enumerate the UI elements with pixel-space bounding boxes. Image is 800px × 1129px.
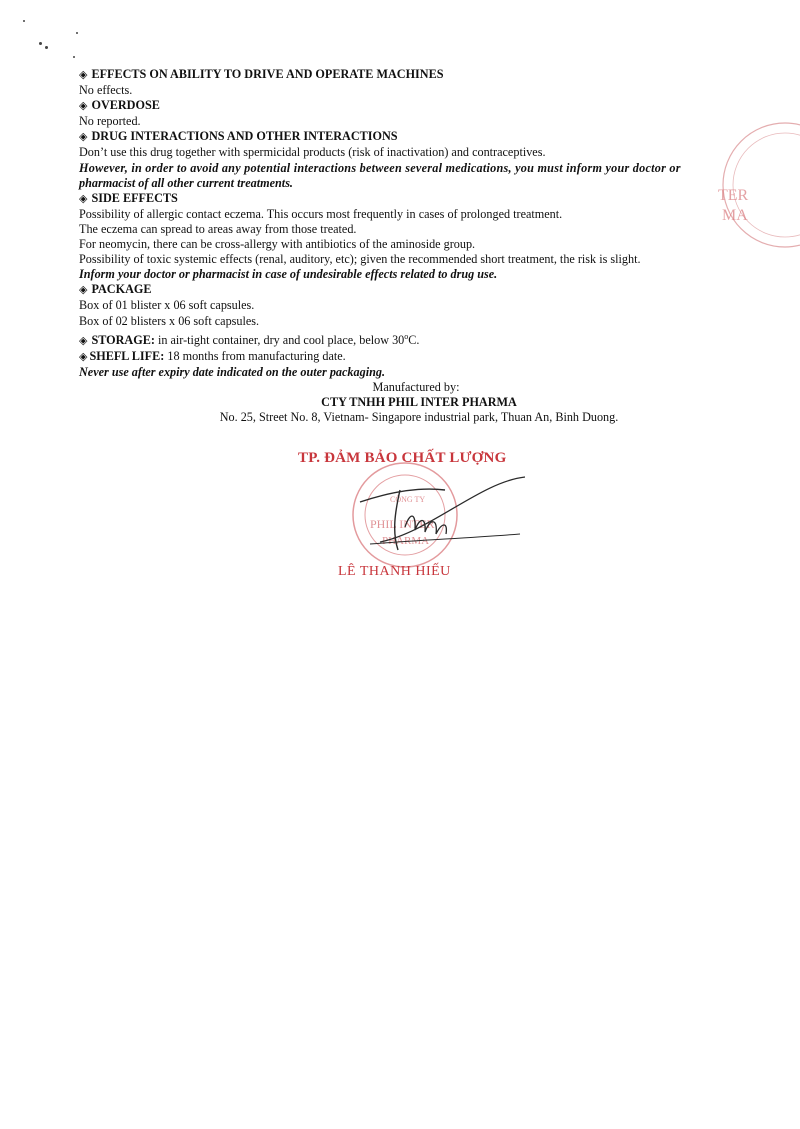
interactions-line: Don’t use this drug together with spermicidal products (risk of inactivation) and contraceptives. bbox=[79, 145, 546, 160]
scan-speck bbox=[45, 46, 48, 49]
side-effects-line: The eczema can spread to areas away from those treated. bbox=[79, 221, 357, 236]
storage-text: in air-tight container, dry and cool place, below 30 bbox=[154, 332, 405, 347]
seal-text: PHARMA bbox=[382, 535, 430, 547]
section-heading-overdose: ◈ OVERDOSE bbox=[79, 98, 160, 113]
diamond-bullet-icon: ◈ bbox=[79, 131, 88, 144]
diamond-bullet-icon: ◈ bbox=[79, 69, 88, 81]
corner-stamp-icon bbox=[700, 110, 800, 260]
diamond-bullet-icon: ◈ bbox=[79, 334, 88, 347]
corner-stamp-text: TER bbox=[718, 187, 749, 204]
stamp-title: TP. ĐẢM BẢO CHẤT LƯỢNG bbox=[298, 450, 507, 466]
diamond-bullet-icon: ◈ bbox=[79, 192, 88, 205]
package-line: Box of 02 blisters x 06 soft capsules. bbox=[79, 313, 260, 328]
effects-body: No effects. bbox=[79, 83, 133, 98]
section-heading-effects: ◈ EFFECTS ON ABILITY TO DRIVE AND OPERATE MACHINES bbox=[79, 67, 444, 81]
side-effects-line: Possibility of toxic systemic effects (renal, auditory, etc); given the recommended short treatment, the risk is slight. bbox=[79, 252, 641, 267]
seal-text: PHIL INTER bbox=[370, 517, 435, 531]
shelf-life-line bbox=[79, 349, 759, 365]
shelf-life-text: 18 months from manufacturing date. bbox=[164, 348, 346, 363]
manufactured-by: Manufactured by: bbox=[372, 379, 460, 394]
diamond-bullet-icon: ◈ bbox=[79, 350, 88, 363]
scan-speck bbox=[39, 42, 42, 45]
section-heading-interactions: ◈ DRUG INTERACTIONS AND OTHER INTERACTIONS bbox=[79, 129, 398, 144]
interactions-warning-line: pharmacist of all other current treatments. bbox=[79, 175, 293, 190]
side-effects-warning: Inform your doctor or pharmacist in case of undesirable effects related to drug use. bbox=[79, 267, 498, 282]
signatory-name: LÊ THANH HIẾU bbox=[338, 564, 451, 579]
overdose-body: No reported. bbox=[79, 114, 141, 129]
scan-speck bbox=[73, 56, 75, 58]
storage-line bbox=[79, 329, 759, 349]
expiry-warning: Never use after expiry date indicated on the outer packaging. bbox=[79, 364, 386, 379]
corner-stamp-text: MA bbox=[722, 207, 748, 224]
signature-icon bbox=[350, 472, 530, 562]
diamond-bullet-icon: ◈ bbox=[79, 100, 88, 113]
side-effects-line: For neomycin, there can be cross-allergy with antibiotics of the aminoside group. bbox=[79, 237, 476, 252]
diamond-bullet-icon: ◈ bbox=[79, 284, 88, 297]
section-heading-side-effects: ◈ SIDE EFFECTS bbox=[79, 190, 178, 205]
shelf-life-label: SHEFL LIFE: bbox=[89, 348, 165, 363]
storage-label: STORAGE: bbox=[91, 332, 155, 347]
degree-mark: o bbox=[404, 331, 409, 341]
section-heading-package: ◈ PACKAGE bbox=[79, 282, 152, 297]
interactions-warning-line: However, in order to avoid any potential interactions between several medications, you must inform your doctor or bbox=[79, 160, 681, 175]
manufacturer-company: CTY TNHH PHIL INTER PHARMA bbox=[321, 395, 517, 410]
package-line: Box of 01 blister x 06 soft capsules. bbox=[79, 298, 255, 313]
manufacturer-address: No. 25, Street No. 8, Vietnam- Singapore industrial park, Thuan An, Binh Duong. bbox=[219, 410, 619, 425]
scan-speck bbox=[23, 20, 25, 22]
scan-speck bbox=[76, 32, 78, 34]
side-effects-line: Possibility of allergic contact eczema. This occurs most frequently in cases of prolonged treatment. bbox=[79, 206, 563, 221]
storage-unit: C. bbox=[408, 332, 420, 347]
seal-text: CÔNG TY bbox=[390, 495, 426, 504]
leaflet-content bbox=[79, 67, 759, 425]
